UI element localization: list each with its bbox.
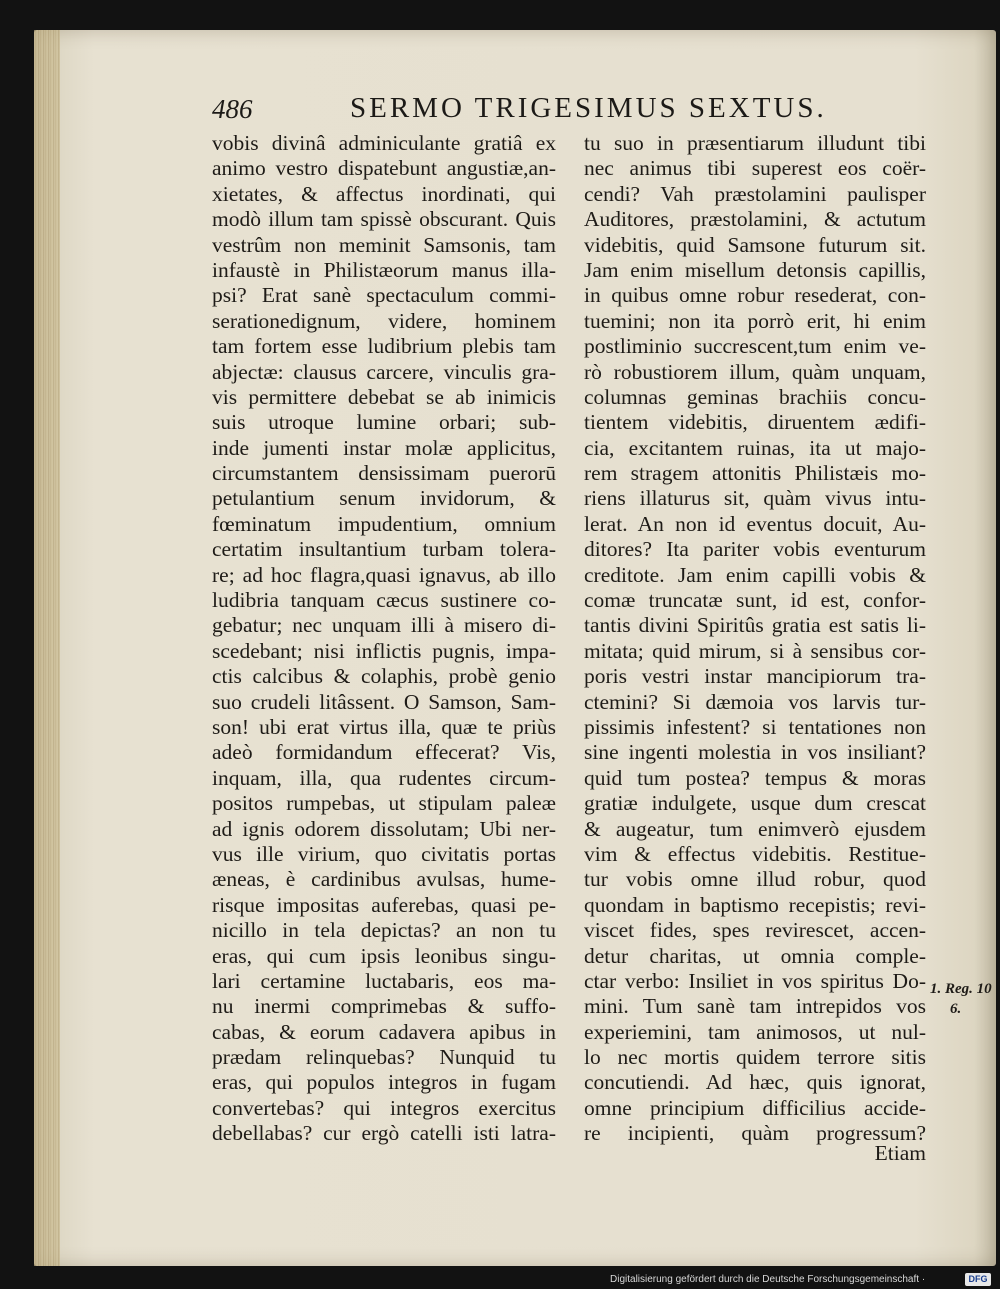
page-number: 486 bbox=[212, 94, 253, 124]
text-line: ditores? Ita pariter vobis eventurum bbox=[584, 537, 926, 562]
text-line: tam fortem esse ludibrium plebis tam bbox=[212, 334, 556, 359]
text-line: eras, qui populos integros in fugam bbox=[212, 1070, 556, 1095]
text-line: creditote. Jam enim capilli vobis & bbox=[584, 562, 926, 587]
text-line: vim & effectus videbitis. Restitue- bbox=[584, 841, 926, 866]
text-line: eras, qui cum ipsis leonibus singu- bbox=[212, 943, 556, 968]
text-line: xietates, & affectus inordinati, qui bbox=[212, 181, 556, 206]
text-line: tientem videbitis, diruentem ædifi- bbox=[584, 410, 926, 435]
text-line: tu suo in præsentiarum illudunt tibi bbox=[584, 131, 926, 155]
text-line: risque impositas auferebas, quasi pe- bbox=[212, 892, 556, 917]
digitization-credit: Digitalisierung gefördert durch die Deutsche Forschungsgemeinschaft · bbox=[610, 1274, 926, 1285]
text-line: positos rumpebas, ut stipulam paleæ bbox=[212, 791, 556, 816]
text-line: psi? Erat sanè spectaculum commi- bbox=[212, 283, 556, 308]
text-line: poris vestri instar mancipiorum tra- bbox=[584, 664, 926, 689]
text-line: vestrûm non meminit Samsonis, tam bbox=[212, 232, 556, 257]
text-line: lari certamine luctabaris, eos ma- bbox=[212, 968, 556, 993]
text-line: petulantium senum invidorum, & bbox=[212, 486, 556, 511]
text-line: gratiæ indulgete, usque dum crescat bbox=[584, 791, 926, 816]
text-line: detur charitas, ut omnia comple- bbox=[584, 943, 926, 968]
text-line: cendi? Vah præstolamini paulisper bbox=[584, 181, 926, 206]
text-line: ctis calcibus & colaphis, probè genio bbox=[212, 664, 556, 689]
text-line: lo nec mortis quidem terrore sitis bbox=[584, 1045, 926, 1070]
text-line: ludibria tanquam cæcus sustinere co- bbox=[212, 588, 556, 613]
text-line: riens illaturus sit, quàm vivus intu- bbox=[584, 486, 926, 511]
text-line: ad ignis odorem dissolutam; Ubi ner- bbox=[212, 816, 556, 841]
text-line: abjectæ: clausus carcere, vinculis gra- bbox=[212, 359, 556, 384]
text-line: Jam enim misellum detonsis capillis, bbox=[584, 257, 926, 282]
text-line: sine ingenti molestia in vos insiliant? bbox=[584, 740, 926, 765]
text-line: vus ille virium, quo civitatis portas bbox=[212, 841, 556, 866]
text-line: inquam, illa, qua rudentes circum- bbox=[212, 765, 556, 790]
text-line: nec animus tibi superest eos coër- bbox=[584, 156, 926, 181]
text-line: tuemini; non ita porrò erit, hi enim bbox=[584, 308, 926, 333]
text-line: inde jumenti instar molæ applicitus, bbox=[212, 435, 556, 460]
text-line: vis permittere debebat se ab inimicis bbox=[212, 384, 556, 409]
running-title: SERMO TRIGESIMUS SEXTUS. bbox=[350, 92, 827, 124]
text-line: certatim insultantium turbam tolera- bbox=[212, 537, 556, 562]
text-line: cia, excitantem ruinas, ita ut majo- bbox=[584, 435, 926, 460]
text-line: circumstantem densissimam puerorū bbox=[212, 461, 556, 486]
text-line: in quibus omne robur resederat, con- bbox=[584, 283, 926, 308]
text-line: cabas, & eorum cadavera apibus in bbox=[212, 1019, 556, 1044]
text-line: columnas geminas brachiis concu- bbox=[584, 384, 926, 409]
text-line: tur vobis omne illud robur, quod bbox=[584, 867, 926, 892]
text-line: mini. Tum sanè tam intrepidos vos bbox=[584, 994, 926, 1019]
text-line: viscet fides, spes revirescet, accen- bbox=[584, 918, 926, 943]
right-text-column bbox=[584, 131, 926, 1147]
text-line: convertebas? qui integros exercitus bbox=[212, 1095, 556, 1120]
text-line: infaustè in Philistæorum manus illa- bbox=[212, 257, 556, 282]
text-line: nicillo in tela depictas? an non tu bbox=[212, 918, 556, 943]
text-line: prædam relinquebas? Nunquid tu bbox=[212, 1045, 556, 1070]
text-line: quid tum postea? tempus & moras bbox=[584, 765, 926, 790]
catchword: Etiam bbox=[874, 1141, 926, 1165]
text-line: modò illum tam spissè obscurant. Quis bbox=[212, 207, 556, 232]
text-line: quondam in baptismo recepistis; revi- bbox=[584, 892, 926, 917]
text-line: omne principium difficilius accide- bbox=[584, 1095, 926, 1120]
text-line: nu inermi comprimebas & suffo- bbox=[212, 994, 556, 1019]
text-line: videbitis, quid Samsone futurum sit. bbox=[584, 232, 926, 257]
text-line: re incipienti, quàm progressum? bbox=[584, 1121, 926, 1146]
text-line: Auditores, præstolamini, & actutum bbox=[584, 207, 926, 232]
text-line: rò robustiorem illum, quàm unquam, bbox=[584, 359, 926, 384]
text-line: comæ truncatæ sunt, id est, confor- bbox=[584, 588, 926, 613]
text-line: re; ad hoc flagra,quasi ignavus, ab illo bbox=[212, 562, 556, 587]
margin-note-verse: 6. bbox=[950, 1001, 962, 1017]
text-line: æneas, è cardinibus avulsas, hume- bbox=[212, 867, 556, 892]
text-line: son! ubi erat virtus illa, quæ te priùs bbox=[212, 714, 556, 739]
text-line: postliminio succrescent,tum enim ve- bbox=[584, 334, 926, 359]
text-line: adeò formidandum effecerat? Vis, bbox=[212, 740, 556, 765]
text-line: suo crudeli litâssent. O Samson, Sam- bbox=[212, 689, 556, 714]
text-line: lerat. An non id eventus docuit, Au- bbox=[584, 511, 926, 536]
text-line: fœminatum impudentium, omnium bbox=[212, 511, 556, 536]
text-line: ctemini? Si dæmoia vos larvis tur- bbox=[584, 689, 926, 714]
text-line: suis utroque lumine orbari; sub- bbox=[212, 410, 556, 435]
text-line: debellabas? cur ergò catelli isti latra- bbox=[212, 1121, 556, 1146]
text-line: gebatur; nec unquam illi à misero di- bbox=[212, 613, 556, 638]
page-edge-shadow bbox=[34, 30, 60, 1266]
margin-note bbox=[930, 979, 992, 1019]
text-line: pissimis infestent? si tentationes non bbox=[584, 714, 926, 739]
page-header bbox=[212, 92, 932, 128]
text-line: concutiendi. Ad hæc, quis ignorat, bbox=[584, 1070, 926, 1095]
text-line: experiemini, tam animosos, ut nul- bbox=[584, 1019, 926, 1044]
text-line: & augeatur, tum enimverò ejusdem bbox=[584, 816, 926, 841]
text-line: tantis divini Spiritûs gratia est satis li- bbox=[584, 613, 926, 638]
text-line: ctar verbo: Insiliet in vos spiritus Do- bbox=[584, 968, 926, 993]
text-line: vobis divinâ adminiculante gratiâ ex bbox=[212, 131, 556, 155]
text-line: serationedignum, videre, hominem bbox=[212, 308, 556, 333]
text-line: rem stragem attonitis Philistæis mo- bbox=[584, 461, 926, 486]
left-text-column bbox=[212, 131, 556, 1147]
text-line: animo vestro dispatebunt angustiæ,an- bbox=[212, 156, 556, 181]
margin-note-reference: 1. Reg. 10 bbox=[930, 981, 992, 997]
text-line: scedebant; nisi inflictis pugnis, impa- bbox=[212, 638, 556, 663]
dfg-logo: DFG bbox=[965, 1273, 991, 1286]
text-line: mitata; quid mirum, si à sensibus cor- bbox=[584, 638, 926, 663]
